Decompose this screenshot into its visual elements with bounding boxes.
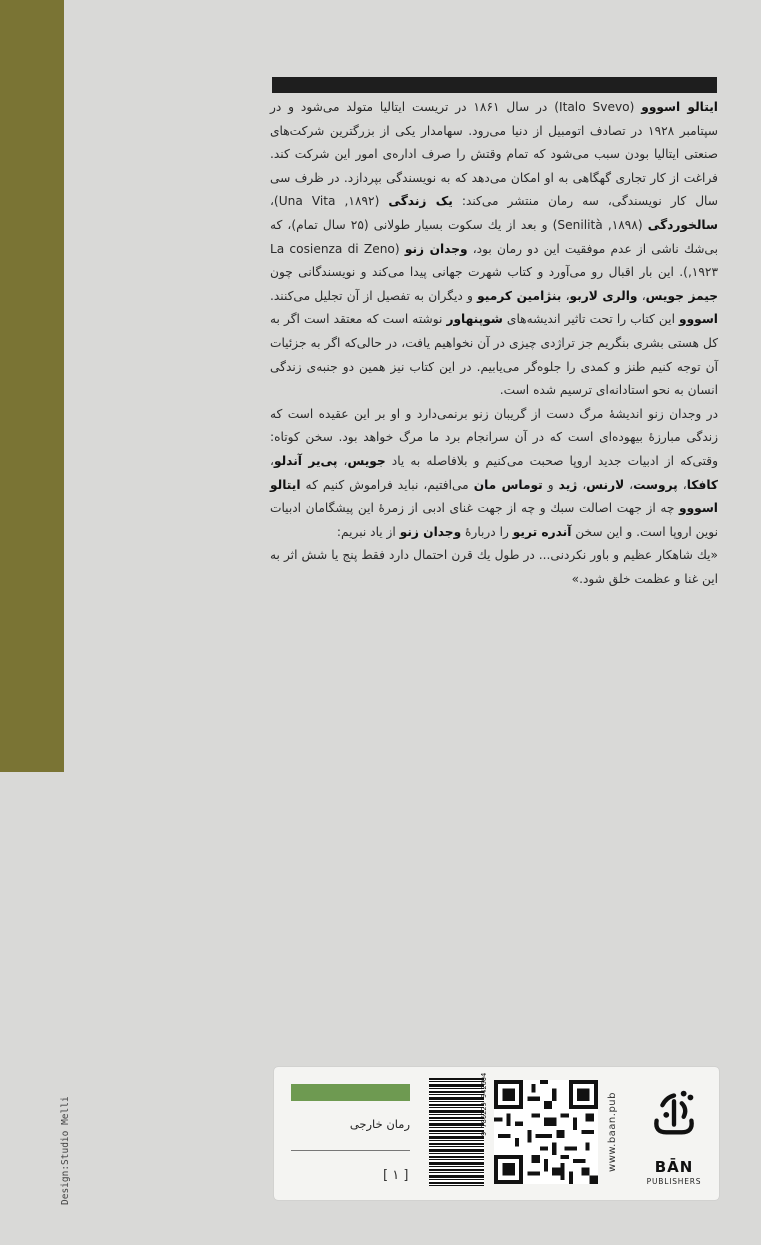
blurb-emphasis: ایتالو اسووو <box>270 477 718 516</box>
blurb-text: (Una Vita ,۱۸۹۲)، <box>270 194 389 209</box>
category-color-bar <box>291 1084 410 1101</box>
blurb-emphasis: آندره تریو <box>512 524 572 539</box>
blurb-quote: «یك شاهکار عظیم و باور نکردنی... در طول یك قرن احتمال دارد فقط پنج یا شش اثر به این غنا و عظمت خلق شود.» <box>270 548 718 586</box>
blurb-text: ، <box>561 288 570 303</box>
blurb-emphasis: یک زندگی <box>388 194 453 209</box>
blurb-text: ، <box>270 453 274 468</box>
blurb-emphasis: کافکا <box>686 477 719 492</box>
blurb-text: ، <box>337 453 348 468</box>
publisher-logo-icon <box>645 1082 703 1140</box>
blurb-text: چه از جهت اصالت سبك و چه از جهت غنای ادبی از زمرهٔ این پیشگامان ادبیات نوین اروپا است. و این سخن <box>270 501 718 539</box>
blurb-text: را دربارهٔ <box>461 524 513 539</box>
publisher-name: BĀN <box>654 1158 694 1176</box>
blurb-emphasis: جیمز جویس <box>645 288 719 303</box>
blurb-text: می‌افتیم، نباید فراموش کنیم که <box>300 477 474 492</box>
isbn-barcode <box>429 1078 484 1186</box>
header-rule <box>272 77 717 93</box>
blurb-text: ، <box>637 288 646 303</box>
qr-code <box>494 1080 598 1184</box>
blurb-text: ، <box>677 477 687 492</box>
blurb-text: این کتاب را تحت تاثیر اندیشه‌های <box>502 312 680 327</box>
blurb-emphasis: پروست <box>633 477 678 492</box>
volume-number: [ ۱ ] <box>383 1168 409 1183</box>
blurb-emphasis: وجدان زنو <box>399 524 462 539</box>
blurb-paragraph-2 <box>270 403 718 545</box>
blurb-emphasis: جویس <box>347 453 386 468</box>
blurb-emphasis: اسووو <box>679 312 718 327</box>
publisher-subtitle: PUBLISHERS <box>646 1177 702 1186</box>
blurb-text: و دیگران به تفصیل از آن تجلیل می‌کنند. <box>270 288 478 303</box>
blurb-emphasis: شوپنهاور <box>446 312 503 327</box>
blurb-emphasis: بنژامین کرمیو <box>477 288 562 303</box>
blurb-emphasis: توماس مان <box>473 477 543 492</box>
blurb-text: از یاد نبریم: <box>336 524 400 539</box>
blurb-emphasis: والری لاربو <box>569 288 638 303</box>
blurb-text: نوشته است که معتقد است اگر به کل هستی بشری بنگریم جز تراژدی چیزی در آن نخواهیم یافت، در حالی‌که اگر به جزئیات آن توجه کنیم طنز و کمدی را جلوه‌گر می‌یابیم. در این کتاب نیز همین دو جنبه‌ی زندگی انسان به نحو استادانه‌ای ترسیم شده است. <box>270 312 718 398</box>
blurb-emphasis: لارنس <box>586 477 625 492</box>
design-credit: Design:Studio Melli <box>60 1096 71 1205</box>
back-cover-blurb <box>270 96 718 591</box>
blurb-emphasis: ژید <box>558 477 578 492</box>
blurb-emphasis: وجدان زنو <box>404 241 468 256</box>
blurb-text: و <box>542 477 559 492</box>
blurb-emphasis: پی‌یر آندلو <box>273 453 338 468</box>
spine-color-band <box>0 0 64 772</box>
blurb-emphasis: سالخوردگی <box>647 217 718 232</box>
category-label: رمان خارجی <box>349 1117 410 1131</box>
blurb-text: (Senilità ,۱۸۹۸) و بعد از یك سکوت بسیار طولانی (۲۵ سال تمام)، که بی‌شك ناشی از عدم موفقیت این دو رمان بود، <box>270 217 718 256</box>
blurb-text: ، <box>624 477 634 492</box>
blurb-text: در وجدان زنو اندیشهٔ مرگ دست از گریبان زنو برنمی‌دارد و او بر این عقیده است که زندگی مبارزهٔ بیهوده‌ای است که در آن سرانجام برد ما مرگ خواهد بود. سخن کوتاه: وقتی‌که از ادبیات جدید اروپا صحبت می‌کنیم و بلافاصله به یاد <box>270 406 719 468</box>
blurb-emphasis: ایتالو اسووو <box>641 100 718 114</box>
blurb-text: (La cosienza di Zeno ,۱۹۲۳). این بار اقبال رو می‌آورد و کتاب شهرت جهانی پیدا می‌کند و نویسندگانی چون <box>270 241 718 280</box>
blurb-paragraph-1 <box>270 96 718 403</box>
blurb-text: (Italo Svevo) در سال ۱۸۶۱ در تریست ایتالیا متولد می‌شود و در سپتامبر ۱۹۲۸ در تصادف اتومبیل از دنیا می‌رود. سهامدار یکی از بزرگترین شرکت‌های صنعتی ایتالیا بودن سبب می‌شود که تمام وقتش را صرف اداره‌ی امور این شرکت کند. فراغت از کار تجاری گهگاهی به او امکان می‌دهد که به نویسندگی بپردازد. در ظرف سی سال کار نویسندگی، سه رمان منتشر می‌کند: <box>270 100 718 209</box>
category-rule <box>291 1150 410 1151</box>
blurb-text: ، <box>577 477 587 492</box>
